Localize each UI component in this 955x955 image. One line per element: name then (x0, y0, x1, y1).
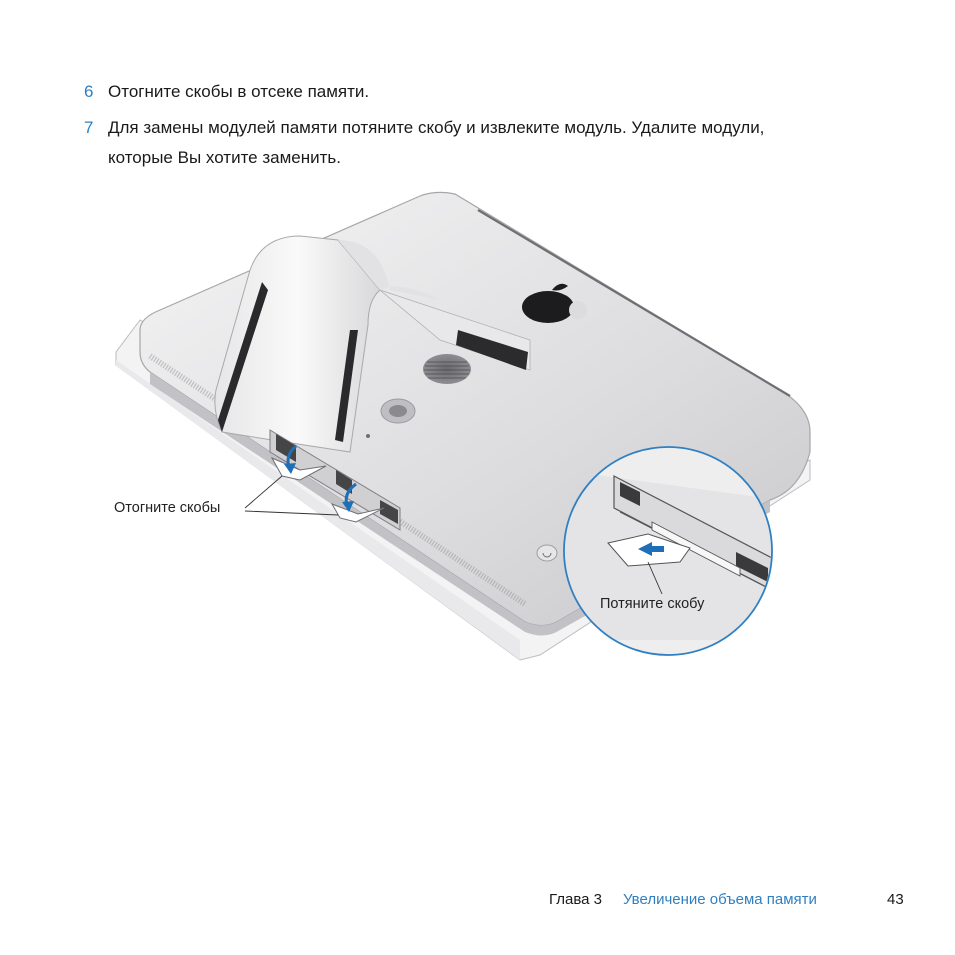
step-text: Отогните скобы в отсеке памяти. (108, 82, 370, 101)
step-number: 7 (84, 118, 94, 137)
power-button-icon (537, 545, 557, 561)
step-7-continuation: которые Вы хотите заменить. (108, 148, 341, 167)
step-text: Для замены модулей памяти потяните скобу и извлеките модуль. Удалите модули, (108, 118, 765, 137)
callout-fold-tabs: Отогните скобы (114, 500, 221, 516)
footer-chapter: Глава 3 (549, 891, 603, 908)
callout-pull-tab: Потяните скобу (600, 596, 705, 612)
footer-chapter-title: Увеличение объема памяти (623, 891, 817, 908)
round-vent-icon (423, 354, 471, 384)
page-number: 43 (887, 891, 904, 908)
callout-line (245, 476, 282, 508)
step-number: 6 (84, 82, 94, 101)
